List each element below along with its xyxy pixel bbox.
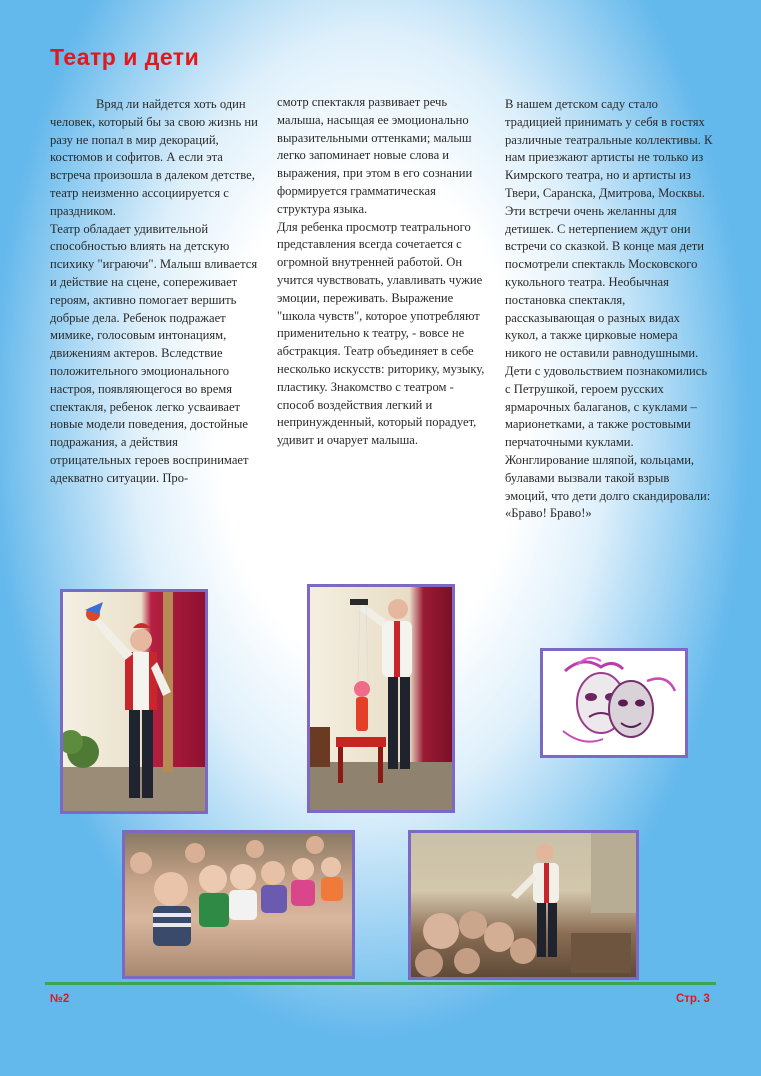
paragraph: Театр обладает удивительной способностью влиять на детскую психику "играючи". Малыш вливается и действие на сцене, сопереживает героям, активно помогает вершить добрые дела. Ребенок подражает мимике, голосовым интонациям, движениям актеров. Вследствие положительного эмоционального настроя, появляющегося во время спектакля, ребенок легко усваивает новые модели поведения, достойные подражания, а действия отрицательных героев воспринимает адекватно ситуации. Про- <box>50 221 258 485</box>
paragraph: смотр спектакля развивает речь малыша, насыщая ее эмоционально выразительными оттенками; малыш легко запоминает новые слова и выражения, при этом в его сознании формируется грамматическая структура языка. <box>277 95 473 216</box>
page-number: Стр. 3 <box>676 993 710 1005</box>
photo-performer-with-puppet <box>60 589 208 814</box>
footer-divider <box>45 982 716 985</box>
paragraph: В нашем детском саду стало традицией принимать у себя в гостях различные театральные коллективы. К нам приезжают артисты не только из Кимрского театра, но и артисты из Твери, Саранска, Дмитрова, Москвы. Эти встречи очень желанны для детишек. С нетерпением ждут они встречи со сказкой. В конце мая дети посмотрели спектакль Московского кукольного театра. Необычная постановка спектакля, рассказывающая о разных видах кукол, а также цирковые номера никого не оставили равнодушными. Дети с удовольствием познакомились с Петрушкой, героем русских ярмарочных балаганов, с куклами – марионетками, а также ростовыми перчаточными куклами. Жонглирование шляпой, кольцами, булавами вызвали такой взрыв эмоций, что дети долго скандировали: «Браво! Браво!» <box>505 97 713 521</box>
issue-number: №2 <box>50 993 70 1005</box>
paragraph: Вряд ли найдется хоть один человек, который бы за свою жизнь ни разу не попал в мир декораций, костюмов и софитов. А если эта встреча произошла в далеком детстве, театр неизменно ассоциируется с праздником. <box>50 97 258 218</box>
page-title: Театр и дети <box>50 44 200 70</box>
photo-performer-with-marionette <box>307 584 455 813</box>
text-column-3 <box>505 96 715 523</box>
text-column-1 <box>50 96 260 488</box>
paragraph: Для ребенка просмотр театрального представления всегда сочетается с огромной внутренней работой. Он учится чувствовать, улавливать чужие эмоции, переживать. Выражение "школа чувств", которое употребляют применительно к театру, - вовсе не абстракция. Театр объединяет в себе несколько искусств: риторику, музыку, пластику. Знакомство с театром - способ воздействия легкий и непринужденный, который порадует, удивит и очарует малыша. <box>277 219 485 448</box>
text-column-2 <box>277 94 489 450</box>
photo-children-audience <box>122 830 355 979</box>
photo-performer-with-children <box>408 830 639 980</box>
theatre-masks-image <box>540 648 688 758</box>
